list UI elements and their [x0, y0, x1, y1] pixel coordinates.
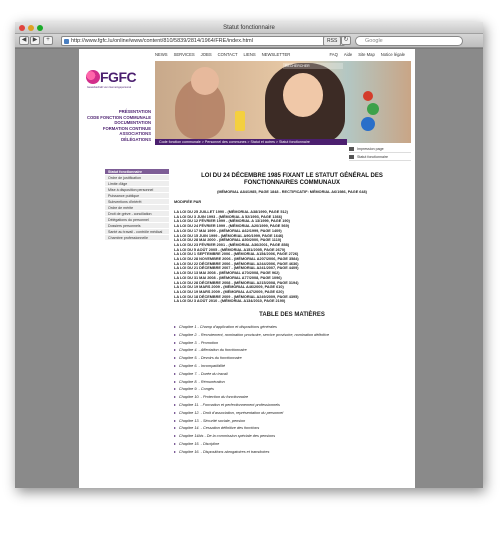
banner-toy — [361, 117, 375, 131]
toc-chapter-link[interactable]: ▸ Chapitre 14. - Cessation définitive des fonctions — [174, 425, 410, 433]
modification-item[interactable]: LA LOI DU 23 FÉVRIER 2001 - (MÉMORIAL A36/2001, PAGE 858) — [174, 242, 289, 247]
toc-chapter-link[interactable]: ▸ Chapitre 14bis - De la commission spéciale des pensions — [174, 433, 410, 441]
logo-subtitle: Gewerkschaft vom Gemeingepersonal — [87, 86, 132, 89]
back-button[interactable] — [19, 36, 29, 45]
printer-icon — [349, 147, 354, 151]
print-page-label: Impression page — [357, 146, 384, 151]
banner-toy — [235, 111, 245, 131]
sidebar-item[interactable]: Droit de grève - conciliation — [105, 211, 169, 217]
banner-toy — [363, 91, 373, 101]
modification-item[interactable]: LA LOI DU 25 JUILLET 1990 - (MÉMORIAL A38/1990, PAGE 512) — [174, 210, 288, 214]
modification-item[interactable]: LA LOI DU 22 DÉCEMBRE 2006 - (MÉMORIAL A244/2006, PAGE 4636) — [174, 261, 299, 266]
main-menu — [79, 109, 151, 143]
logo-icon — [86, 70, 100, 84]
address-bar[interactable] — [61, 36, 345, 46]
add-bookmark-button[interactable] — [43, 36, 53, 45]
toc-chapter-link[interactable]: ▸ Chapitre 9. - Congés — [174, 386, 410, 394]
header-banner-image — [155, 61, 411, 143]
top-navigation — [79, 52, 415, 60]
print-page-link[interactable] — [349, 145, 411, 153]
nav-aide[interactable]: Aide — [343, 52, 353, 57]
toc-chapter-link[interactable]: ▸ Chapitre 5. - Devoirs du fonctionnaire — [174, 355, 410, 363]
banner-figure — [283, 73, 323, 117]
sidebar-item[interactable]: Chambre professionnelle — [105, 235, 169, 241]
url-text: http://www.fgfc.lu/online/www/content/810/5839/2814/1964/FRE/index.html — [71, 38, 253, 44]
sidebar-item[interactable]: Santé au travail - contrôle médical — [105, 229, 169, 235]
document-icon — [349, 155, 354, 159]
toc-chapter-link[interactable]: ▸ Chapitre 3. - Promotion — [174, 340, 410, 348]
modified-by-label: MODIFIÉE PAR — [174, 200, 202, 204]
menu-documentation[interactable]: DOCUMENTATION — [114, 120, 151, 126]
page-title: LOI DU 24 DÉCEMBRE 1985 FIXANT LE STATUT GÉNÉRAL DES FONCTIONNAIRES COMMUNAUX — [201, 173, 383, 186]
top-nav-left — [155, 52, 290, 57]
modification-item[interactable]: LA LOI DU 24 FÉVRIER 1999 - (MÉMORIAL A20/1999, PAGE 569) — [174, 224, 289, 229]
menu-delegations[interactable]: DÉLÉGATIONS — [121, 136, 151, 142]
web-page — [79, 49, 415, 488]
top-nav-right — [329, 52, 405, 57]
sidebar-item[interactable]: Ordre de mérite — [105, 205, 169, 211]
page-viewport — [15, 49, 483, 488]
sidebar-item-statut-fonctionnaire[interactable]: Statut fonctionnaire — [105, 169, 169, 175]
modification-item[interactable]: LA LOI DU 21 DÉCEMBRE 2007 - (MÉMORIAL A241/2007, PAGE 4409) — [174, 266, 299, 271]
modification-item[interactable]: LA LOI DU 18 DÉCEMBRE 2009 - (MÉMORIAL A249/2009, PAGE 4395) — [174, 294, 299, 299]
nav-services[interactable]: SERVICES — [173, 52, 195, 57]
rss-button[interactable]: RSS — [323, 36, 341, 46]
forward-button[interactable] — [30, 36, 40, 45]
nav-news[interactable]: NEWS — [155, 52, 168, 57]
modification-item[interactable]: LA LOI DU 19 MARS 2009 - (MÉMORIAL A47/2009, PAGE 620) — [174, 289, 284, 294]
zoom-window-button[interactable] — [37, 25, 43, 31]
nav-liens[interactable]: LIENS — [243, 52, 256, 57]
toc-chapter-link[interactable]: ▸ Chapitre 11. - Formation et perfectionnement professionnels — [174, 402, 410, 410]
breadcrumb: Code fonction communale > Personnel des communes > Statut et autres > Statut fonctionnaire — [155, 139, 347, 145]
nav-contact[interactable]: CONTACT — [217, 52, 238, 57]
nav-faq[interactable]: FAQ — [329, 52, 338, 57]
modification-item[interactable]: LA LOI DU 28 DÉCEMBRE 2008 - (MÉMORIAL A215/2008, PAGE 3194) — [174, 280, 299, 285]
left-arrow-icon: ◀ — [21, 37, 27, 43]
close-window-button[interactable] — [19, 25, 25, 31]
window-title: Statut fonctionnaire — [223, 25, 275, 31]
search-field[interactable] — [355, 36, 463, 46]
title-bar — [15, 22, 483, 34]
toc-chapter-link[interactable]: ▸ Chapitre 10. - Protection du fonctionnaire — [174, 394, 410, 402]
modification-item[interactable]: LA LOI DU 12 FÉVRIER 1999 - (MÉMORIAL A 13/1999, PAGE 190) — [174, 219, 290, 224]
toc-chapter-link[interactable]: ▸ Chapitre 4. - Affectation du fonctionnaire — [174, 347, 410, 355]
nav-newsletter[interactable]: NEWSLETTER — [261, 52, 291, 57]
modification-item[interactable]: LA LOI DU 17 MAI 1999 - (MÉMORIAL A62/1999, PAGE 1409) — [174, 228, 282, 233]
table-of-contents — [174, 324, 410, 457]
site-search-input[interactable]: RECHERCHER — [283, 63, 343, 69]
modification-item[interactable]: LA LOI DU 1 SEPTEMBRE 2006 - (MÉMORIAL A154/2006, PAGE 2726) — [174, 252, 299, 257]
page-tools — [349, 145, 411, 161]
modifications-list — [174, 210, 410, 304]
menu-associations[interactable]: ASSOCIATIONS — [119, 131, 151, 137]
logo-text: FGFC — [100, 69, 137, 85]
sidebar-item[interactable]: Ordre de justification — [105, 175, 169, 181]
browser-window — [15, 22, 483, 488]
sidebar-item[interactable]: Dossiers personnels — [105, 223, 169, 229]
menu-code-fonction-communale[interactable]: CODE FONCTION COMMUNALE — [87, 114, 151, 120]
minimize-window-button[interactable] — [28, 25, 34, 31]
modification-item[interactable]: LA LOI DU 15 JUIN 1999 - (MÉMORIAL A90/1999, PAGE 1646) — [174, 233, 284, 238]
sidebar-item[interactable]: Mise à disposition personnel — [105, 187, 169, 193]
menu-formation-continue[interactable]: FORMATION CONTINUE — [102, 125, 151, 131]
sidebar-item[interactable]: Subventions d'intérêt — [105, 199, 169, 205]
modification-item[interactable]: LA LOI DU 28 MAI 2000 - (MÉMORIAL A50/2000, PAGE 1110) — [174, 238, 282, 243]
reload-button[interactable] — [341, 36, 351, 45]
toc-chapter-link[interactable]: ▸ Chapitre 1 - Champ d'application et dispositions générales — [174, 324, 410, 332]
statut-link[interactable] — [349, 153, 411, 161]
law-reference: (MÉMORIAL A84/1985, PAGE 1848 - RECTIFICATIF: MÉMORIAL A6/1986, PAGE 648) — [217, 190, 367, 194]
modification-item[interactable]: LA LOI DU 31 MAI 2008 - (MÉMORIAL A77/2008, PAGE 1096) — [174, 275, 282, 280]
banner-toy — [367, 103, 379, 115]
site-logo[interactable] — [83, 61, 153, 101]
modification-item[interactable]: LA LOI DU 3 JUIN 1993 - (MÉMORIAL A 52/1993, PAGE 1366) — [174, 214, 283, 219]
toc-chapter-link[interactable]: ▸ Chapitre 7. - Durée du travail — [174, 371, 410, 379]
toc-chapter-link[interactable]: ▸ Chapitre 12. - Droit d'association, représentation du personnel — [174, 410, 410, 418]
toc-chapter-link[interactable]: ▸ Chapitre 6. - Incompatibilité — [174, 363, 410, 371]
modification-item[interactable]: LA LOI DU 13 MAI 2008 - (MÉMORIAL A70/2008, PAGE 962) — [174, 271, 280, 276]
toc-chapter-link[interactable]: ▸ Chapitre 8. - Rémunération — [174, 379, 410, 387]
right-arrow-icon: ▶ — [32, 37, 38, 43]
reload-icon: ↻ — [343, 37, 349, 43]
favicon-icon — [64, 39, 69, 44]
sidebar-item[interactable]: Puissance publique — [105, 193, 169, 199]
nav-notice-legale[interactable]: Notice légale — [380, 52, 405, 57]
toc-chapter-link[interactable]: ▸ Chapitre 15. - Discipline — [174, 441, 410, 449]
toc-chapter-link[interactable]: ▸ Chapitre 2. - Recrutement, nomination provisoire, service provisoire, nomination définitive — [174, 332, 410, 340]
section-sidebar — [105, 169, 169, 241]
toc-title: TABLE DES MATIÈRES — [259, 312, 325, 319]
modification-item[interactable]: LA LOI DU 3 AOÛT 2010 - (MÉMORIAL A134/2010, PAGE 2190) — [174, 299, 286, 304]
main-content — [174, 173, 410, 457]
sidebar-item[interactable]: Limite d'âge — [105, 181, 169, 187]
statut-label: Statut fonctionnaire — [357, 154, 388, 159]
menu-presentation[interactable]: PRÉSENTATION — [118, 109, 151, 114]
toc-chapter-link[interactable]: ▸ Chapitre 13. - Sécurité sociale, pension — [174, 418, 410, 426]
modification-item[interactable]: LA LOI DU 5 AOÛT 2005 - (MÉMORIAL A151/2005, PAGE 2670) — [174, 247, 286, 252]
modification-item[interactable]: LA LOI DU 28 NOVEMBRE 2006 - (MÉMORIAL A207/2006, PAGE 3584) — [174, 257, 299, 262]
nav-sitemap[interactable]: Site Map — [358, 52, 375, 57]
sidebar-item[interactable]: Délégations du personnel — [105, 217, 169, 223]
window-controls — [19, 25, 43, 31]
search-placeholder: Google — [365, 38, 383, 44]
banner-figure — [191, 67, 219, 95]
plus-icon: + — [46, 37, 50, 43]
toc-chapter-link[interactable]: ▸ Chapitre 16. - Dispositions abrogatoires et transitoires — [174, 449, 410, 457]
modification-item[interactable]: LA LOI DU 19 MARS 2009 - (MÉMORIAL A46/2009, PAGE 610) — [174, 285, 284, 290]
browser-toolbar — [15, 34, 483, 48]
nav-jobs[interactable]: JOBS — [200, 52, 212, 57]
